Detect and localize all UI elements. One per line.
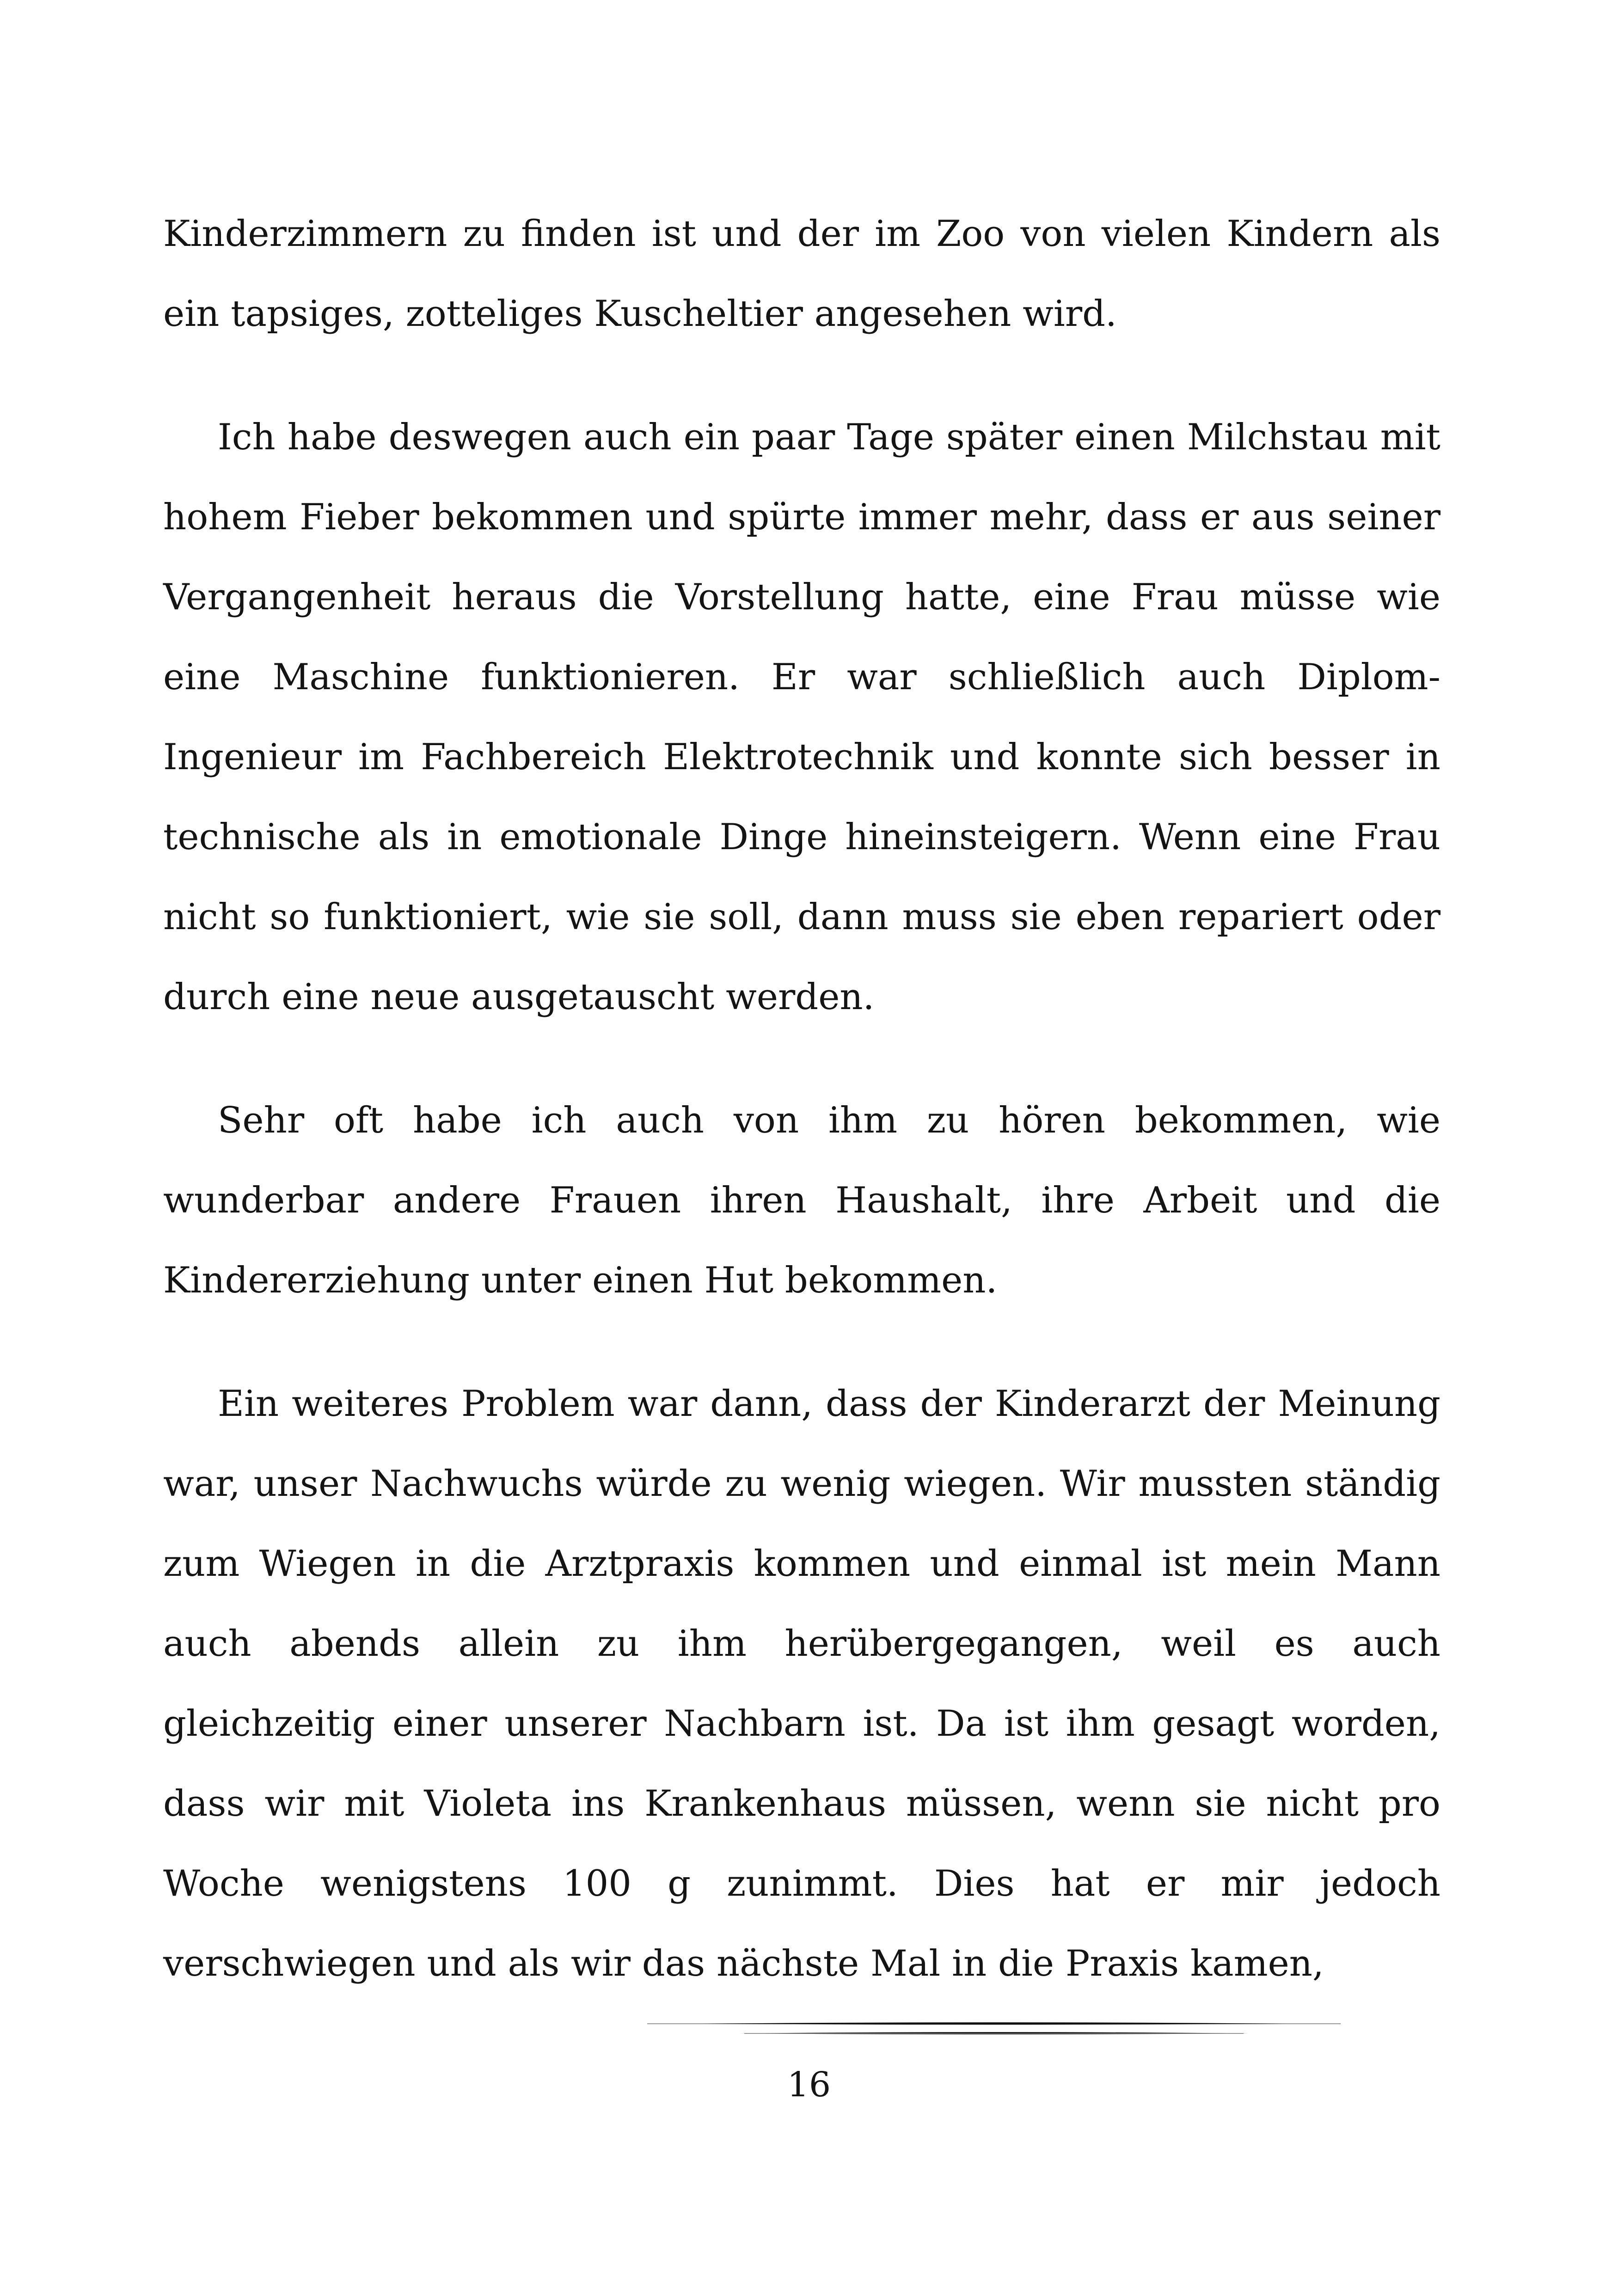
paragraph-3: Sehr oft habe ich auch von ihm zu hören bekommen, wie wunderbar andere Frauen ihren Haushalt, ihre Arbeit und die Kindererziehung unter einen Hut bekommen. [163, 1100, 1440, 1301]
paragraph-2: Ich habe deswegen auch ein paar Tage später einen Milchstau mit hohem Fieber bekommen und spürte immer mehr, dass er aus seiner Vergangenheit heraus die Vorstellung hatte, eine Frau müsse wie eine Maschine funktionieren. Er war schließlich auch Diplom-Ingenieur im Fachbereich Elektrotechnik und konnte sich besser in technische als in emotionale Dinge hineinsteigern. Wenn eine Frau nicht so funktioniert, wie sie soll, dann muss sie eben repariert oder durch eine neue ausgetauscht werden. [163, 416, 1440, 1018]
footer-ornament-rule [647, 2019, 1341, 2038]
paragraph-4: Ein weiteres Problem war dann, dass der Kinderarzt der Meinung war, unser Nachwuchs würde zu wenig wiegen. Wir mussten ständig zum Wiegen in die Arztpraxis kommen und einmal ist mein Mann auch abends allein zu ihm herübergegangen, weil es auch gleichzeitig einer unserer Nachbarn ist. Da ist ihm gesagt worden, dass wir mit Violeta ins Krankenhaus müssen, wenn sie nicht pro Woche wenigstens 100 g zunimmt. Dies hat er mir jedoch verschwiegen und als wir das nächste Mal in die Praxis kamen, [163, 1383, 1440, 1984]
paragraph-1: Kinderzimmern zu finden ist und der im Zoo von vielen Kindern als ein tapsiges, zotteliges Kuscheltier angesehen wird. [163, 213, 1440, 335]
page-body [163, 194, 1440, 2004]
page-number: 16 [787, 2065, 831, 2105]
